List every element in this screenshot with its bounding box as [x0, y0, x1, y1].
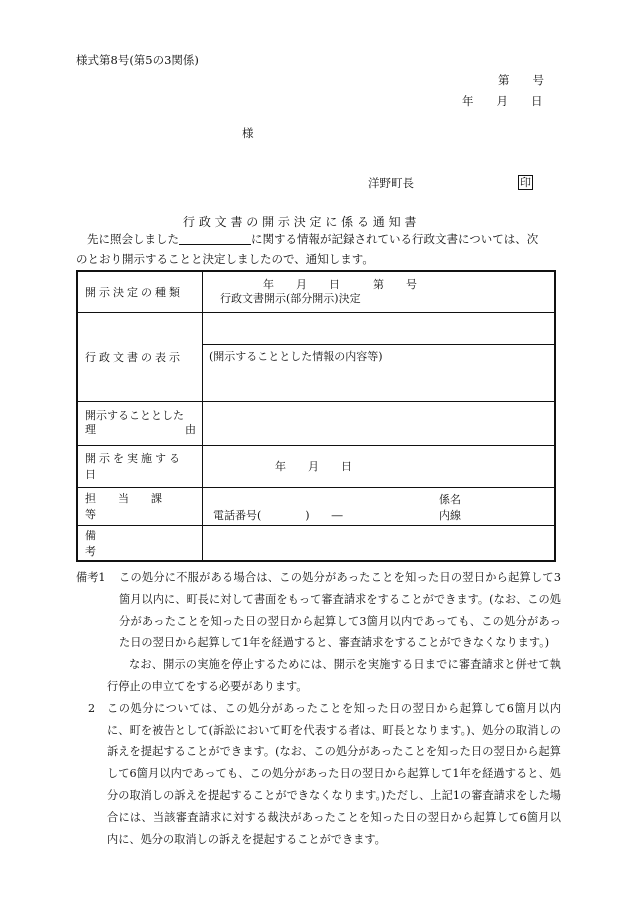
note-1-supplement — [76, 654, 561, 698]
row-implementation-date — [77, 445, 555, 487]
cell-reason — [203, 401, 556, 445]
cell-disclosed-content: (開示することとした情報の内容等) — [203, 344, 556, 401]
form-number: 様式第8号(第5の3関係) — [76, 53, 199, 67]
note-2-text: この処分については、この処分があったことを知った日の翌日から起算して6箇月以内に、町を被告として(訴訟において町を代表する者は、町長となります。)、処分の取消しの訴えを提起することができます。(なお、この処分があったことを知った日の翌日から起算して6箇月以内であっても、この処分があった日の翌日から起算して1年を経過すると、処分の取消しの訴えを提起することができなくなります。)ただし、上記1の審査請求をした場合には、当該審査請求に対する裁決があったことを知った日の翌日から起算して6箇月以内に、処分の取消しの訴えを提起することができます。 — [107, 701, 561, 846]
decision-date: 年 月 日 第 号 — [263, 277, 417, 291]
notes-section — [76, 567, 561, 850]
note-1-prefix: 備考1 — [76, 571, 106, 584]
row-decision-type — [77, 271, 555, 312]
decision-table — [76, 270, 556, 562]
cell-department — [203, 487, 556, 525]
row-reason — [77, 401, 555, 445]
document-date: 年 月 日 — [462, 94, 543, 108]
note-1-supplement-text: なお、開示の実施を停止するためには、開示を実施する日までに審査請求と併せて執行停止の申立てをする必要があります。 — [107, 658, 561, 693]
label-reason: 開示することとした 理 由 — [77, 401, 203, 445]
cell-document-display-top — [203, 312, 556, 344]
row-document-display-top — [77, 312, 555, 344]
row-remarks — [77, 525, 555, 561]
label-department: 担当課等 — [77, 487, 203, 525]
document-number: 第 号 — [498, 73, 544, 87]
lead-paragraph — [76, 229, 556, 269]
decision-kind: 行政文書開示(部分開示)決定 — [220, 291, 361, 305]
label-implementation-date: 開示を実施する日 — [77, 445, 203, 487]
row-department — [77, 487, 555, 525]
section-name-label: 係名 — [439, 492, 461, 506]
note-2-number: 2 — [87, 701, 96, 715]
cell-implementation-date: 年 月 日 — [203, 445, 556, 487]
lead-blank — [179, 232, 251, 245]
sender-name: 洋野町長 — [368, 176, 414, 190]
extension-label: 内線 — [439, 508, 461, 522]
seal-mark: 印 — [520, 176, 531, 189]
phone-number-label: 電話番号( ) ― — [213, 508, 343, 522]
document-title: 行 政 文 書 の 開 示 決 定 に 係 る 通 知 書 — [183, 215, 417, 229]
addressee: 様 — [242, 126, 254, 140]
label-remarks: 備考 — [77, 525, 203, 561]
label-decision-type: 開示決定の種類 — [77, 271, 203, 312]
note-2 — [76, 698, 561, 851]
lead-line2: のとおり開示することと決定しましたので、通知します。 — [76, 252, 374, 266]
lead-part2: に関する情報が記録されている行政文書については、次 — [251, 232, 539, 246]
cell-decision-type — [203, 271, 556, 312]
note-1-text: この処分に不服がある場合は、この処分があったことを知った日の翌日から起算して3箇月以内に、町長に対して書面をもって審査請求をすることができます。(なお、この処分があったことを知った日の翌日から起算して3箇月以内であっても、この処分があった日の翌日から起算して1年を経過すると、審査請求をすることができなくなります。) — [119, 571, 561, 650]
note-1 — [76, 567, 561, 654]
cell-remarks — [203, 525, 556, 561]
label-document-display: 行政文書の表示 — [77, 312, 203, 401]
lead-part1: 先に照会しました — [87, 232, 179, 246]
